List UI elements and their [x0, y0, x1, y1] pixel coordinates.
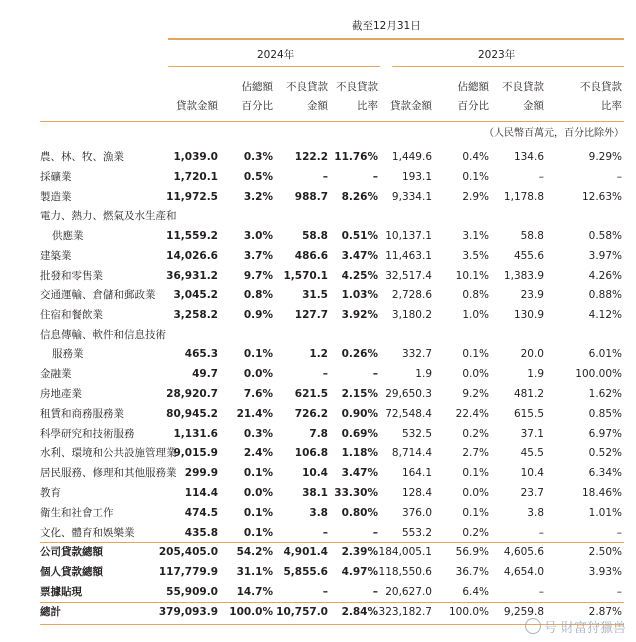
table-cell: – [616, 526, 622, 539]
row-label: 票據貼現 [40, 586, 82, 598]
table-cell: 0.1% [462, 506, 489, 519]
table-cell: 0.1% [243, 526, 273, 539]
table-cell: 1.62% [588, 388, 622, 400]
column-header-2024-3-line1: 比率 [357, 100, 378, 112]
table-cell: – [372, 586, 378, 598]
row-label: 科學研究和技術服務 [40, 427, 135, 440]
table-cell: 1,449.6 [391, 151, 432, 163]
table-cell: 2.87% [588, 605, 622, 618]
table-cell: 0.69% [341, 427, 378, 440]
table-cell: 3,258.2 [173, 309, 218, 322]
table-cell: 9.2% [462, 388, 489, 400]
header-top-rule [168, 38, 624, 40]
column-header-2023-2-line1: 金額 [523, 100, 544, 112]
table-cell: 0.9% [243, 309, 273, 322]
table-cell: 31.5 [302, 289, 328, 302]
table-cell: 193.1 [401, 170, 432, 183]
table-cell: 0.8% [243, 289, 273, 302]
table-cell: 0.88% [588, 289, 622, 302]
table-cell: 4.97% [341, 566, 378, 579]
table-cell: – [372, 368, 378, 381]
unit-note: （人民幣百萬元，百分比除外） [484, 128, 624, 139]
row-label: 住宿和餐飲業 [40, 309, 103, 322]
table-cell: 6.01% [588, 348, 622, 361]
table-cell: 118,550.6 [378, 566, 432, 579]
row-label: 水利、環境和公共設施管理業 [40, 447, 177, 460]
table-cell: 10.4 [520, 467, 544, 480]
table-cell: 3.7% [243, 249, 273, 262]
table-cell: 122.2 [294, 151, 328, 163]
table-cell: 128.4 [401, 487, 432, 499]
table-cell: 4,654.0 [503, 566, 544, 579]
table-cell: – [538, 586, 544, 598]
row-label: 房地產業 [40, 388, 82, 400]
year-2023-header: 2023年 [478, 49, 516, 61]
table-cell: 3.47% [341, 249, 378, 262]
table-cell: 1,178.8 [503, 190, 544, 203]
table-cell: 0.0% [462, 487, 489, 499]
row-separator [40, 602, 624, 603]
table-cell: 435.8 [184, 526, 218, 539]
table-cell: 615.5 [513, 407, 544, 420]
table-cell: 8.26% [341, 190, 378, 203]
table-cell: – [372, 526, 378, 539]
column-header-2024-0-line0: 貸款金額 [176, 100, 218, 112]
table-cell: 117,779.9 [158, 566, 218, 579]
table-cell: 474.5 [184, 506, 218, 519]
header-bottom-rule [40, 121, 624, 122]
table-cell: 0.1% [243, 467, 273, 480]
table-cell: 6.34% [588, 467, 622, 480]
table-cell: 3.93% [588, 566, 622, 579]
table-cell: – [616, 170, 622, 183]
table-cell: 0.0% [243, 368, 273, 381]
table-cell: 2.9% [462, 190, 489, 203]
header-2023-rule [392, 66, 624, 67]
table-cell: 23.7 [520, 487, 544, 499]
table-cell: 2.84% [341, 605, 378, 618]
year-2024-header: 2024年 [257, 49, 295, 61]
table-cell: 988.7 [294, 190, 328, 203]
table-cell: 376.0 [401, 506, 432, 519]
column-header-2024-3-line0: 不良貸款 [336, 81, 378, 93]
row-label: 公司貸款總額 [40, 546, 103, 559]
table-cell: 3.2% [243, 190, 273, 203]
table-cell: 184,005.1 [378, 546, 432, 559]
table-cell: 72,548.4 [385, 407, 432, 420]
table-cell: 36.7% [455, 566, 489, 579]
table-cell: 36,931.2 [166, 269, 218, 282]
table-cell: 0.58% [588, 229, 622, 242]
table-cell: 3,045.2 [173, 289, 218, 302]
table-cell: 0.26% [341, 348, 378, 361]
table-cell: 14,026.6 [166, 249, 218, 262]
table-cell: 10.1% [455, 269, 489, 282]
table-cell: 1,039.0 [173, 151, 218, 163]
table-cell: 1.2 [309, 348, 328, 361]
table-cell: 3,180.2 [391, 309, 432, 322]
row-label: 個人貸款總額 [40, 566, 103, 579]
table-cell: 0.52% [588, 447, 622, 460]
table-cell: 1.18% [341, 447, 378, 460]
table-cell: 4,605.6 [503, 546, 544, 559]
table-cell: 299.9 [184, 467, 218, 480]
table-cell: 486.6 [294, 249, 328, 262]
row-label: 農、林、牧、漁業 [40, 151, 124, 163]
table-cell: 106.8 [294, 447, 328, 460]
row-label: 金融業 [40, 368, 72, 381]
table-cell: 127.7 [294, 309, 328, 322]
table-cell: 0.1% [462, 467, 489, 480]
column-header-2024-1-line0: 佔總額 [241, 81, 273, 93]
table-cell: 0.5% [243, 170, 273, 183]
watermark-logo-icon [525, 618, 541, 634]
table-cell: 1,131.6 [173, 427, 218, 440]
table-cell: 11.76% [334, 151, 378, 163]
table-cell: 621.5 [294, 388, 328, 400]
column-header-2024-2-line1: 金額 [307, 100, 328, 112]
row-label: 租賃和商務服務業 [40, 407, 124, 420]
table-cell: 4.12% [588, 309, 622, 322]
table-cell: 0.85% [588, 407, 622, 420]
table-cell: 29,650.3 [385, 388, 432, 400]
column-header-2024-2-line0: 不良貸款 [286, 81, 328, 93]
table-cell: – [538, 170, 544, 183]
table-cell: 1.0% [462, 309, 489, 322]
table-cell: 3.97% [588, 249, 622, 262]
row-label: 衛生和社會工作 [40, 506, 114, 519]
table-cell: 80,945.2 [166, 407, 218, 420]
table-cell: 20,627.0 [385, 586, 432, 598]
table-cell: 114.4 [184, 487, 218, 499]
table-cell: 2.4% [243, 447, 273, 460]
table-cell: 532.5 [401, 427, 432, 440]
table-cell: 31.1% [236, 566, 273, 579]
table-cell: 2.39% [341, 546, 378, 559]
table-cell: 465.3 [184, 348, 218, 361]
table-cell: 2.7% [462, 447, 489, 460]
table-cell: 100.0% [229, 605, 273, 618]
row-label: 服務業 [52, 348, 84, 361]
table-cell: 58.8 [302, 229, 328, 242]
table-cell: 8,714.4 [391, 447, 432, 460]
table-cell: 7.8 [309, 427, 328, 440]
table-cell: 21.4% [236, 407, 273, 420]
table-cell: 9.7% [243, 269, 273, 282]
table-cell: 481.2 [513, 388, 544, 400]
table-cell: 379,093.9 [158, 605, 218, 618]
table-cell: 9.29% [588, 151, 622, 163]
table-cell: 11,559.2 [166, 229, 218, 242]
table-cell: 23.9 [520, 289, 544, 302]
table-cell: 20.0 [520, 348, 544, 361]
table-cell: 0.90% [341, 407, 378, 420]
row-label: 信息傳輸、軟件和信息技術 [40, 328, 166, 341]
table-cell: 455.6 [513, 249, 544, 262]
row-separator [40, 542, 624, 543]
table-cell: 9,015.9 [173, 447, 218, 460]
column-header-2024-1-line1: 百分比 [241, 100, 273, 112]
table-cell: 14.7% [236, 586, 273, 598]
table-cell: 54.2% [236, 546, 273, 559]
table-cell: 4,901.4 [283, 546, 328, 559]
row-label: 電力、熱力、燃氣及水生產和 [40, 210, 177, 223]
row-label: 總計 [40, 605, 61, 618]
row-label: 居民服務、修理和其他服務業 [40, 467, 177, 480]
table-cell: 332.7 [401, 348, 432, 361]
table-cell: 0.3% [243, 427, 273, 440]
table-cell: 0.3% [243, 151, 273, 163]
table-cell: 7.6% [243, 388, 273, 400]
table-cell: – [322, 170, 328, 183]
table-cell: 37.1 [520, 427, 544, 440]
column-header-2023-1-line0: 佔總額 [457, 81, 489, 93]
column-header-2023-0-line0: 貸款金額 [390, 100, 432, 112]
table-cell: 100.00% [575, 368, 622, 381]
table-cell: 1.01% [588, 506, 622, 519]
row-label: 採礦業 [40, 170, 72, 183]
table-cell: 49.7 [192, 368, 218, 381]
table-cell: 0.1% [243, 506, 273, 519]
table-cell: – [372, 170, 378, 183]
table-cell: 2.15% [341, 388, 378, 400]
table-cell: 3.0% [243, 229, 273, 242]
table-cell: 0.1% [462, 348, 489, 361]
column-header-2023-3-line0: 不良貸款 [580, 81, 622, 93]
table-cell: 10,757.0 [276, 605, 328, 618]
table-cell: 9,334.1 [391, 190, 432, 203]
table-cell: 0.0% [243, 487, 273, 499]
table-cell: 4.25% [341, 269, 378, 282]
table-cell: – [322, 526, 328, 539]
table-cell: 11,972.5 [166, 190, 218, 203]
table-cell: 0.51% [341, 229, 378, 242]
table-cell: 4.26% [588, 269, 622, 282]
table-cell: 0.8% [462, 289, 489, 302]
table-cell: 9,259.8 [503, 605, 544, 618]
table-cell: 33.30% [334, 487, 378, 499]
table-cell: 0.1% [243, 348, 273, 361]
row-label: 交通運輸、倉儲和郵政業 [40, 289, 156, 302]
table-cell: 164.1 [401, 467, 432, 480]
table-cell: 1,570.1 [283, 269, 328, 282]
table-cell: 323,182.7 [378, 605, 432, 618]
table-cell: 726.2 [294, 407, 328, 420]
table-cell: 0.1% [462, 170, 489, 183]
table-cell: 3.8 [527, 506, 544, 519]
table-cell: 0.4% [462, 151, 489, 163]
table-cell: 56.9% [455, 546, 489, 559]
table-cell: 10,137.1 [385, 229, 432, 242]
table-cell: 1.9 [527, 368, 544, 381]
table-cell: 12.63% [581, 190, 622, 203]
column-header-2023-3-line1: 比率 [601, 100, 622, 112]
row-label: 文化、體育和娛樂業 [40, 526, 135, 539]
table-cell: – [322, 368, 328, 381]
header-2024-rule [168, 66, 380, 67]
row-label: 建築業 [40, 249, 72, 262]
table-cell: 1.03% [341, 289, 378, 302]
table-cell: 553.2 [401, 526, 432, 539]
period-header: 截至12月31日 [352, 20, 421, 32]
row-label: 批發和零售業 [40, 269, 103, 282]
table-cell: 6.97% [588, 427, 622, 440]
table-cell: 3.92% [341, 309, 378, 322]
row-label: 製造業 [40, 190, 72, 203]
table-cell: 2.50% [588, 546, 622, 559]
table-cell: 5,855.6 [283, 566, 328, 579]
table-cell: 22.4% [455, 407, 489, 420]
table-cell: – [616, 586, 622, 598]
table-cell: – [322, 586, 328, 598]
table-cell: 28,920.7 [166, 388, 218, 400]
table-cell: 3.47% [341, 467, 378, 480]
table-cell: 6.4% [462, 586, 489, 598]
table-cell: 0.80% [341, 506, 378, 519]
table-cell: 100.0% [448, 605, 489, 618]
table-cell: 134.6 [513, 151, 544, 163]
table-cell: 3.1% [462, 229, 489, 242]
column-header-2023-1-line1: 百分比 [457, 100, 489, 112]
table-cell: 32,517.4 [385, 269, 432, 282]
table-cell: 2,728.6 [391, 289, 432, 302]
table-cell: 10.4 [302, 467, 328, 480]
table-cell: 38.1 [302, 487, 328, 499]
table-cell: 3.5% [462, 249, 489, 262]
column-header-2023-2-line0: 不良貸款 [502, 81, 544, 93]
table-cell: 55,909.0 [166, 586, 218, 598]
table-cell: 0.2% [462, 427, 489, 440]
table-cell: 0.0% [462, 368, 489, 381]
table-cell: 45.5 [520, 447, 544, 460]
table-cell: 1,383.9 [503, 269, 544, 282]
table-cell: 58.8 [520, 229, 544, 242]
table-cell: 3.8 [309, 506, 328, 519]
table-cell: – [538, 526, 544, 539]
table-cell: 0.2% [462, 526, 489, 539]
table-cell: 130.9 [513, 309, 544, 322]
table-cell: 1.9 [415, 368, 432, 381]
table-cell: 11,463.1 [385, 249, 432, 262]
table-cell: 205,405.0 [158, 546, 218, 559]
row-label: 供應業 [52, 229, 84, 242]
table-cell: 18.46% [581, 487, 622, 499]
table-cell: 1,720.1 [173, 170, 218, 183]
row-label: 教育 [40, 487, 61, 499]
watermark: 号 財富狩獵兽 [525, 617, 626, 636]
